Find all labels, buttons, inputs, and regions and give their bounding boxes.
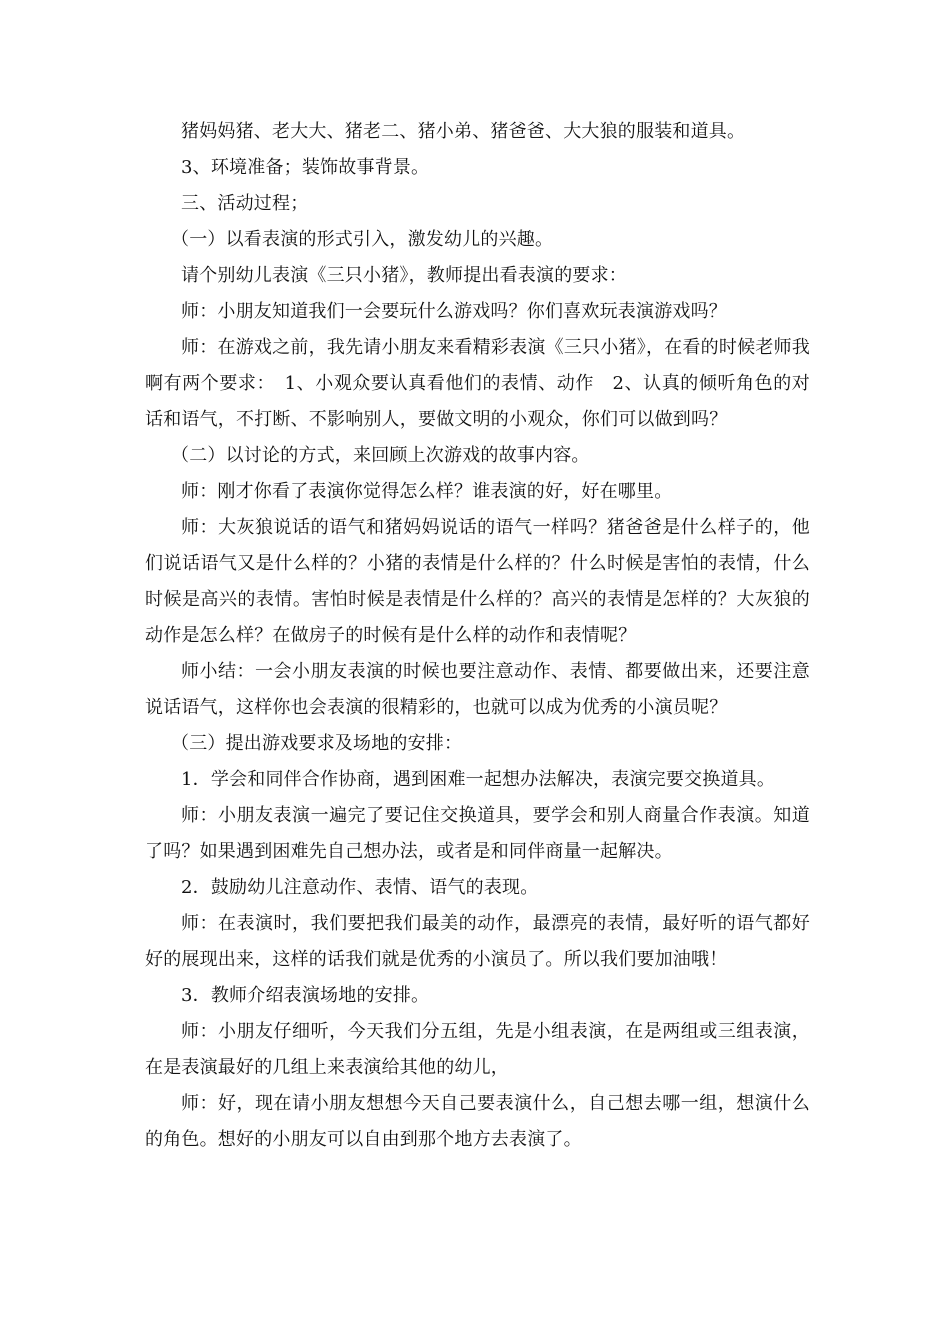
document-body (145, 114, 810, 1158)
paragraph-teacher-discussion: 师：大灰狼说话的语气和猪妈妈说话的语气一样吗？猪爸爸是什么样子的，他们说话语气又是什么样的？小猪的表情是什么样的？什么时候是害怕的表情，什么时候是高兴的表情。害怕时候是表情是什么样的？高兴的表情是怎样的？大灰狼的动作是怎么样？在做房子的时候有是什么样的动作和表情呢？ (145, 517, 810, 646)
subsection-heading-1: （一）以看表演的形式引入，激发幼儿的兴趣。 (171, 229, 554, 250)
paragraph-costumes: 猪妈妈猪、老大大、猪老二、猪小弟、猪爸爸、大大狼的服装和道具。 (181, 121, 746, 142)
paragraph-teacher-summary: 师小结：一会小朋友表演的时候也要注意动作、表情、都要做出来，还要注意说话语气，这样你也会表演的很精彩的，也就可以成为优秀的小演员呢？ (145, 661, 810, 718)
paragraph-teacher-feedback: 师：刚才你看了表演你觉得怎么样？谁表演的好，好在哪里。 (181, 481, 673, 502)
paragraph-teacher-requirements: 师：在游戏之前，我先请小朋友来看精彩表演《三只小猪》，在看的时候老师我啊有两个要求： 1、小观众要认真看他们的表情、动作 2、认真的倾听角色的对话和语气，不打断、不影响别人，要做文明的小观众，你们可以做到吗？ (145, 337, 810, 430)
paragraph-environment: 3、环境准备；装饰故事背景。 (181, 157, 430, 178)
paragraph-rule-3: 3．教师介绍表演场地的安排。 (181, 985, 430, 1006)
paragraph-teacher-question: 师：小朋友知道我们一会要玩什么游戏吗？你们喜欢玩表演游戏吗？ (181, 301, 727, 322)
paragraph-teacher-rule-2: 师：在表演时，我们要把我们最美的动作，最漂亮的表情，最好听的语气都好好的展现出来，这样的话我们就是优秀的小演员了。所以我们要加油哦！ (145, 913, 810, 970)
subsection-heading-2: （二）以讨论的方式，来回顾上次游戏的故事内容。 (171, 445, 590, 466)
paragraph-teacher-closing: 师：好，现在请小朋友想想今天自己要表演什么，自己想去哪一组，想演什么的角色。想好的小朋友可以自由到那个地方去表演了。 (145, 1093, 810, 1150)
paragraph-teacher-rule-3: 师：小朋友仔细听，今天我们分五组，先是小组表演，在是两组或三组表演，在是表演最好的几组上来表演给其他的幼儿， (145, 1021, 810, 1078)
paragraph-rule-1: 1．学会和同伴合作协商，遇到困难一起想办法解决，表演完要交换道具。 (181, 769, 776, 790)
subsection-heading-3: （三）提出游戏要求及场地的安排： (171, 733, 463, 754)
paragraph-rule-2: 2．鼓励幼儿注意动作、表情、语气的表现。 (181, 877, 539, 898)
paragraph-performance-request: 请个别幼儿表演《三只小猪》，教师提出看表演的要求： (181, 265, 627, 286)
paragraph-teacher-rule-1: 师：小朋友表演一遍完了要记住交换道具，要学会和别人商量合作表演。知道了吗？如果遇到困难先自己想办法，或者是和同伴商量一起解决。 (145, 805, 810, 862)
section-heading-process: 三、活动过程； (181, 193, 309, 214)
